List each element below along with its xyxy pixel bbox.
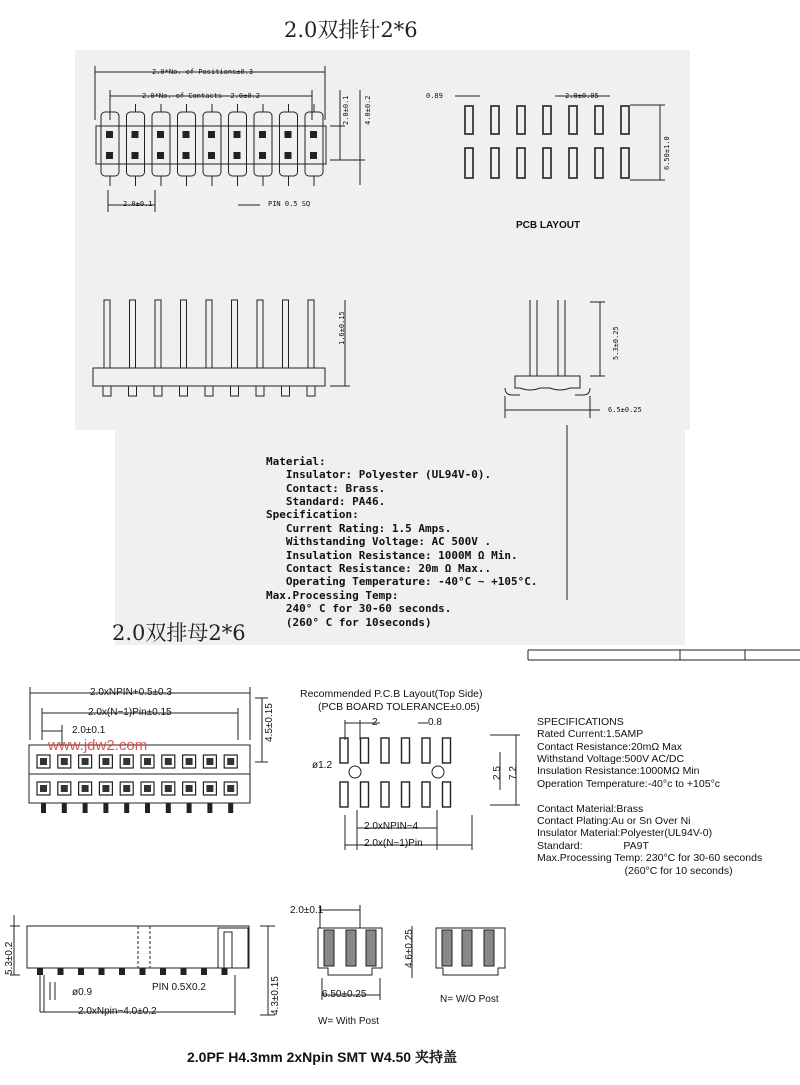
header-spec-line: Material: xyxy=(266,454,326,468)
pcb-pad xyxy=(465,148,473,178)
header-pin-grid xyxy=(101,104,323,186)
pcb-pad xyxy=(621,106,629,134)
female-pcb-pad xyxy=(443,738,451,763)
side-pin xyxy=(181,300,187,368)
female-socket-hole xyxy=(123,785,130,792)
female-pin-foot xyxy=(83,803,88,813)
female-pin-foot xyxy=(62,803,67,813)
pcb-pad xyxy=(569,148,577,178)
header-spec-line: Standard: PA46. xyxy=(266,495,386,509)
header-pin-outline xyxy=(254,112,272,176)
header-pin xyxy=(132,152,139,159)
pitch-dim: 2.0±0.1 xyxy=(123,200,153,208)
pcb-row: 2.5 xyxy=(492,766,503,780)
female-pcb-pad xyxy=(402,738,410,763)
pcb-title-2: (PCB BOARD TOLERANCE±0.05) xyxy=(318,701,480,713)
female-socket-hole xyxy=(186,785,193,792)
end-height: 4.6±0.25 xyxy=(404,929,415,968)
header-pin xyxy=(259,152,266,159)
female-spec-line: Max.Processing Temp: 230°C for 30-60 seconds xyxy=(537,852,763,865)
female-pcb-pad xyxy=(381,738,389,763)
female-socket-hole xyxy=(102,758,109,765)
side-pin xyxy=(155,300,161,368)
side-h2: 4.3±0.15 xyxy=(270,976,281,1015)
header-pin-outline xyxy=(152,112,170,176)
female-pcb-pad xyxy=(422,738,430,763)
side-len: 2.0xNpin−4.0±0.2 xyxy=(78,1006,157,1017)
female-pcb-pad xyxy=(443,782,451,807)
side-pin-foot xyxy=(231,386,239,396)
end-pitch: 2.0±0.1 xyxy=(290,905,324,916)
header-pin-outline xyxy=(101,112,119,176)
pcb-pad xyxy=(517,148,525,178)
pcb-pad xyxy=(517,106,525,134)
side-height: 5.3±0.2 xyxy=(4,941,15,975)
pcb-layout-pads xyxy=(465,106,629,178)
pcb-n1: 2.0x(N−1)Pin xyxy=(364,838,423,849)
header-pin-outline xyxy=(280,112,298,176)
bottom-caption: 2.0PF H4.3mm 2xNpin SMT W4.50 夹持盖 xyxy=(187,1049,457,1065)
female-socket-hole xyxy=(165,758,172,765)
female-spec-line: Rated Current:1.5AMP xyxy=(537,728,644,741)
female-pin-foot xyxy=(207,803,212,813)
side-pin xyxy=(283,300,289,368)
pcb-npin: 2.0xNPIN−4 xyxy=(364,821,419,832)
header-pin xyxy=(285,131,292,138)
positions-dim: 2.0*No. of Positions±0.3 xyxy=(152,68,254,76)
female-pcb-pad xyxy=(381,782,389,807)
pcb-title-1: Recommended P.C.B Layout(Top Side) xyxy=(300,688,483,700)
end-width: 6.50±0.25 xyxy=(322,989,367,1000)
pcb-pad xyxy=(465,106,473,134)
header-pin xyxy=(310,152,317,159)
female-title: 2.0双排母2*6 xyxy=(112,621,246,645)
pcb-layout-label: PCB LAYOUT xyxy=(516,220,581,231)
pcb-pitch: 2 xyxy=(372,717,378,728)
pcb-pad xyxy=(595,148,603,178)
female-spec-line: Standard: PA9T xyxy=(537,839,649,852)
female-socket-hole xyxy=(82,785,89,792)
female-pin-foot xyxy=(124,803,129,813)
header-pin-outline xyxy=(305,112,323,176)
pcb-pad xyxy=(543,106,551,134)
female-socket-hole xyxy=(123,758,130,765)
female-spec-line: Operation Temperature:-40°c to +105°c xyxy=(537,777,721,790)
female-pcb-pad xyxy=(361,738,369,763)
header-pin xyxy=(310,131,317,138)
header-title: 2.0双排针2*6 xyxy=(284,18,418,42)
female-side-pin xyxy=(37,968,43,975)
side-pin xyxy=(206,300,212,368)
female-pcb-pad xyxy=(402,782,410,807)
header-spec-block xyxy=(266,428,538,643)
header-pin xyxy=(157,152,164,159)
female-spec-line: Contact Material:Brass xyxy=(537,802,644,815)
side-pin-foot xyxy=(154,386,162,396)
female-side-pin xyxy=(78,968,84,975)
female-socket-hole xyxy=(144,785,151,792)
female-side-pin xyxy=(201,968,207,975)
female-socket-hole xyxy=(186,758,193,765)
female-pin-foot xyxy=(166,803,171,813)
female-socket-hole xyxy=(102,785,109,792)
female-pcb-pad xyxy=(361,782,369,807)
side-pin-foot xyxy=(103,386,111,396)
header-pin xyxy=(106,152,113,159)
header-spec-line: Contact: Brass. xyxy=(266,481,386,495)
female-socket-grid xyxy=(37,755,237,813)
pcb-height-dim: 6.50±1.0 xyxy=(663,136,671,170)
female-socket-hole xyxy=(40,758,47,765)
female-pcb-pads xyxy=(340,738,451,807)
header-pin xyxy=(183,131,190,138)
header-spec-line: 240° C for 30-60 seconds. xyxy=(266,602,452,616)
pad-dim: 0.89 xyxy=(426,92,443,100)
with-post: W= With Post xyxy=(318,1016,379,1027)
female-pin-foot xyxy=(103,803,108,813)
female-spec-line: Insulation Resistance:1000MΩ Min xyxy=(537,765,700,778)
side-pin-foot xyxy=(129,386,137,396)
header-pin xyxy=(234,131,241,138)
female-spec-line: (260°C for 10 seconds) xyxy=(537,864,733,877)
header-pin xyxy=(157,131,164,138)
header-pin xyxy=(234,152,241,159)
female-socket-hole xyxy=(40,785,47,792)
without-post: N= W/O Post xyxy=(440,994,499,1005)
female-side-pin xyxy=(99,968,105,975)
header-pin-outline xyxy=(229,112,247,176)
female-spec-line: Insulator Material:Polyester(UL94V-0) xyxy=(537,827,713,840)
header-spec-line: Operating Temperature: -40°C ~ +105°C. xyxy=(266,575,538,589)
side-pin xyxy=(232,300,238,368)
female-spec-line xyxy=(537,790,762,802)
header-pin-outline xyxy=(127,112,145,176)
pcb-pad: 0.8 xyxy=(428,717,442,728)
female-pcb-pad xyxy=(340,782,348,807)
right-height-dim: 5.3±0.25 xyxy=(612,326,620,360)
pin-dim: PIN 0.5 SQ xyxy=(268,200,311,208)
female-socket-hole xyxy=(206,785,213,792)
female-socket-hole xyxy=(165,785,172,792)
header-pin xyxy=(132,131,139,138)
female-dim-pins: 2.0x(N−1)Pin±0.15 xyxy=(88,707,172,718)
female-socket-hole xyxy=(82,758,89,765)
female-pin-foot xyxy=(145,803,150,813)
side-peg: ø0.9 xyxy=(72,987,93,998)
female-spec-line: Withstand Voltage:500V AC/DC xyxy=(537,753,685,766)
female-pcb-pad xyxy=(340,738,348,763)
female-spec-line: Contact Plating:Au or Sn Over Ni xyxy=(537,815,691,828)
height-dim-b: 4.0±0.2 xyxy=(364,95,372,125)
pcb-pad xyxy=(595,106,603,134)
header-side-view xyxy=(103,300,315,396)
side-pin-foot xyxy=(180,386,188,396)
header-spec-line: Insulation Resistance: 1000M Ω Min. xyxy=(266,548,518,562)
header-spec-line: Specification: xyxy=(266,508,359,522)
female-dim-total: 2.0xNPIN+0.5±0.3 xyxy=(90,687,172,698)
side-pin-foot xyxy=(205,386,213,396)
pcb-pad xyxy=(491,148,499,178)
header-spec-line: Max.Processing Temp: xyxy=(266,588,399,602)
pcb-pad xyxy=(621,148,629,178)
female-socket-hole xyxy=(61,758,68,765)
height-dim-a: 2.0±0.1 xyxy=(342,95,350,125)
side-pin: PIN 0.5X0.2 xyxy=(152,982,206,993)
side-pin-foot xyxy=(256,386,264,396)
watermark: www.jdw2.com xyxy=(48,737,148,754)
side-pin xyxy=(257,300,263,368)
header-spec-line: Current Rating: 1.5 Amps. xyxy=(266,521,452,535)
side-pin xyxy=(104,300,110,368)
header-pin xyxy=(183,152,190,159)
female-side-pin xyxy=(58,968,64,975)
header-pin xyxy=(208,131,215,138)
header-pin-outline xyxy=(178,112,196,176)
female-side-pin xyxy=(181,968,187,975)
side-pin-foot xyxy=(282,386,290,396)
header-pin xyxy=(259,131,266,138)
female-spec-line: SPECIFICATIONS xyxy=(537,715,624,728)
pcb-pitch-dim: 2.0±0.05 xyxy=(565,92,599,100)
side-pin xyxy=(308,300,314,368)
female-pin-foot xyxy=(187,803,192,813)
header-pin xyxy=(285,152,292,159)
header-spec-line: Withstanding Voltage: AC 500V . xyxy=(266,535,492,549)
female-side-pins xyxy=(37,968,228,975)
female-side-pin xyxy=(119,968,125,975)
pcb-total: 7.2 xyxy=(508,766,519,780)
female-socket-hole xyxy=(61,785,68,792)
side-pin-foot xyxy=(307,386,315,396)
female-socket-hole xyxy=(227,785,234,792)
female-spec-block xyxy=(537,691,762,890)
pcb-pad xyxy=(491,106,499,134)
female-socket-hole xyxy=(144,758,151,765)
header-pin xyxy=(106,131,113,138)
side-dim: 1.6±0.15 xyxy=(338,311,346,345)
contacts-dim: 2.0*No. of Contacts -2.0±0.2 xyxy=(142,92,261,100)
pcb-pad xyxy=(569,106,577,134)
female-dim-pitch: 2.0±0.1 xyxy=(72,725,106,736)
pcb-hole: ø1.2 xyxy=(312,760,333,771)
female-spec-line: Contact Resistance:20mΩ Max xyxy=(537,740,682,753)
female-side-pin xyxy=(140,968,146,975)
female-dim-height: 4.5±0.15 xyxy=(264,703,275,742)
header-spec-line: (260° C for 10seconds) xyxy=(266,615,432,629)
right-width-dim: 6.5±0.25 xyxy=(608,406,642,414)
header-pin-outline xyxy=(203,112,221,176)
female-socket-hole xyxy=(227,758,234,765)
female-socket-hole xyxy=(206,758,213,765)
female-pin-foot xyxy=(228,803,233,813)
female-pin-foot xyxy=(41,803,46,813)
header-spec-line: Insulator: Polyester (UL94V-0). xyxy=(266,468,492,482)
female-side-pin xyxy=(160,968,166,975)
female-pcb-pad xyxy=(422,782,430,807)
female-side-pin xyxy=(222,968,228,975)
header-pin xyxy=(208,152,215,159)
pcb-pad xyxy=(543,148,551,178)
header-spec-line: Contact Resistance: 20m Ω Max.. xyxy=(266,562,492,576)
side-pin xyxy=(130,300,136,368)
